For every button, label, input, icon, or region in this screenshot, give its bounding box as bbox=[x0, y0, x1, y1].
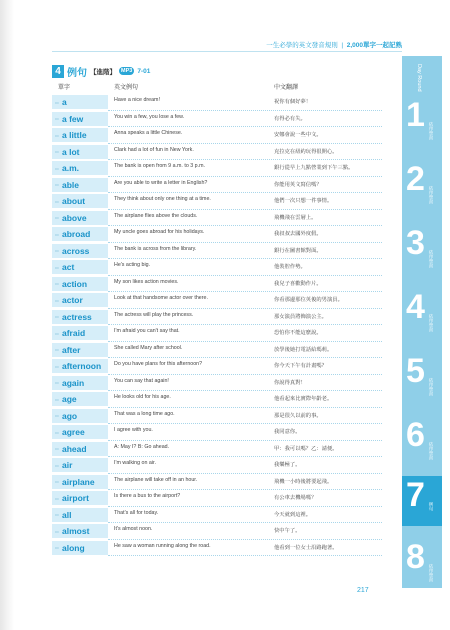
table-row bbox=[52, 490, 382, 507]
chapter-number: 7 bbox=[406, 476, 425, 514]
table-row bbox=[52, 408, 382, 425]
page-number: 217 bbox=[357, 587, 369, 594]
chapter-tab-5[interactable] bbox=[402, 352, 442, 402]
word-cell bbox=[52, 491, 108, 505]
table-row bbox=[52, 424, 382, 441]
chinese-translation: 我同意你。 bbox=[274, 429, 301, 435]
english-sentence: The actress will play the princess. bbox=[114, 311, 194, 318]
checkbox-icon: ▭ bbox=[55, 99, 59, 105]
checkbox-icon: ▭ bbox=[55, 495, 59, 501]
vocab-word: actor bbox=[62, 295, 83, 305]
word-cell bbox=[52, 194, 108, 208]
checkbox-icon: ▭ bbox=[55, 314, 59, 319]
word-cell bbox=[52, 178, 108, 192]
table-row bbox=[52, 177, 382, 194]
word-cell bbox=[52, 541, 108, 555]
vocab-word: ahead bbox=[62, 443, 87, 454]
vocab-word: able bbox=[62, 179, 80, 190]
checkbox-icon: ▭ bbox=[55, 297, 59, 303]
vocab-word: a few bbox=[62, 113, 84, 124]
vocab-word: all bbox=[62, 509, 72, 520]
chapter-tab-6[interactable] bbox=[402, 416, 442, 466]
english-sentence: I'm afraid you can't say that. bbox=[114, 328, 180, 334]
chapter-tab-2[interactable] bbox=[402, 160, 442, 210]
chapter-subtitle: 例句 bbox=[429, 502, 434, 511]
english-sentence: Are you able to write a letter in English? bbox=[114, 179, 208, 186]
word-cell bbox=[52, 508, 108, 522]
vocab-word: afternoon bbox=[62, 361, 102, 371]
english-sentence: The bank is open from 9 a.m. to 3 p.m. bbox=[114, 163, 205, 169]
chapter-number: 5 bbox=[406, 352, 425, 390]
word-cell bbox=[52, 277, 108, 291]
track-number: 7-01 bbox=[137, 67, 151, 75]
table-row bbox=[52, 375, 382, 392]
vocab-word: action bbox=[62, 278, 88, 289]
chinese-translation: 有公車去機場嗎？ bbox=[274, 495, 317, 501]
chapter-subtitle: 依序學習 bbox=[429, 186, 434, 204]
table-row bbox=[52, 193, 382, 210]
english-sentence: My son likes action movies. bbox=[114, 278, 179, 285]
chapter-sidebar bbox=[402, 56, 442, 588]
word-cell bbox=[52, 392, 108, 406]
checkbox-icon: ▭ bbox=[55, 545, 59, 550]
english-sentence: Is there a bus to the airport? bbox=[114, 493, 181, 499]
english-sentence: A: May I? B: Go ahead. bbox=[114, 443, 170, 450]
checkbox-icon: ▭ bbox=[55, 330, 59, 336]
table-row bbox=[52, 292, 382, 309]
chapter-tab-1[interactable] bbox=[402, 96, 442, 146]
english-sentence: Have a nice dream! bbox=[114, 97, 160, 103]
english-sentence: That was a long time ago. bbox=[114, 410, 175, 417]
checkbox-icon: ▭ bbox=[55, 363, 59, 369]
series-title: 一生必學的英文發音規則 | 2,000單字一起記熟 bbox=[266, 42, 402, 49]
english-sentence: He looks old for his age. bbox=[114, 394, 171, 400]
checkbox-icon: ▭ bbox=[55, 281, 59, 286]
english-sentence: It's almost noon. bbox=[114, 526, 153, 532]
word-cell bbox=[52, 376, 108, 390]
vocab-word: airplane bbox=[62, 476, 95, 487]
running-header bbox=[52, 40, 402, 52]
english-sentence: He saw a woman running along the road. bbox=[114, 542, 211, 549]
checkbox-icon: ▭ bbox=[55, 413, 59, 418]
section-subtitle: 【進階】 bbox=[90, 68, 116, 76]
checkbox-icon: ▭ bbox=[55, 248, 59, 253]
vocab-word: after bbox=[62, 344, 81, 355]
vocab-word: a little bbox=[62, 130, 87, 140]
word-cell bbox=[52, 425, 108, 439]
chinese-translation: 你說得真對！ bbox=[274, 379, 306, 386]
chapter-subtitle: 依序學習 bbox=[429, 564, 434, 582]
vocab-word: a bbox=[62, 97, 67, 107]
table-row bbox=[52, 226, 382, 243]
vocab-word: abroad bbox=[62, 229, 91, 239]
vocab-word: along bbox=[62, 542, 85, 553]
chinese-translation: 有得必有失。 bbox=[274, 115, 306, 122]
english-sentence: I'm walking on air. bbox=[114, 460, 156, 466]
series-text: 一生必學的英文發音規則 bbox=[266, 42, 338, 49]
checkbox-icon: ▭ bbox=[55, 215, 59, 220]
chinese-translation: 甲：我可以嗎？乙：請便。 bbox=[274, 445, 338, 452]
chinese-translation: 飛機飛在雲層上。 bbox=[274, 214, 317, 221]
chinese-translation: 恐怕你不能這麼說。 bbox=[274, 330, 322, 336]
word-cell bbox=[52, 211, 108, 225]
vocab-word: air bbox=[62, 460, 73, 470]
english-sentence: You win a few, you lose a few. bbox=[114, 113, 185, 120]
english-sentence: Anna speaks a little Chinese. bbox=[114, 130, 183, 136]
english-sentence: Look at that handsome actor over there. bbox=[114, 295, 208, 301]
chinese-translation: 快中午了。 bbox=[274, 528, 301, 534]
section-title: 例句 bbox=[67, 67, 87, 79]
chapter-number: 8 bbox=[406, 538, 425, 576]
checkbox-icon: ▭ bbox=[55, 264, 59, 270]
word-cell bbox=[52, 475, 108, 489]
word-cell bbox=[52, 409, 108, 423]
word-cell bbox=[52, 260, 108, 274]
chinese-translation: 我叔叔去國外度假。 bbox=[274, 231, 322, 237]
word-cell bbox=[52, 128, 108, 142]
word-cell bbox=[52, 524, 108, 538]
chapter-subtitle: 依序學習 bbox=[429, 314, 434, 332]
table-row bbox=[52, 210, 382, 227]
chinese-translation: 他們一次只想一件事情。 bbox=[274, 198, 333, 204]
english-sentence: You can say that again! bbox=[114, 377, 169, 384]
vocab-table bbox=[52, 94, 382, 556]
table-row bbox=[52, 358, 382, 375]
table-row bbox=[52, 309, 382, 326]
chinese-translation: 你能用英文寫信嗎？ bbox=[274, 181, 322, 188]
chinese-translation: 你看那邊那位英俊的男演員。 bbox=[274, 297, 343, 303]
table-row bbox=[52, 342, 382, 359]
chinese-translation: 安娜會說一些中文。 bbox=[274, 132, 322, 138]
chapter-number: 6 bbox=[406, 416, 425, 454]
chapter-subtitle: 依序學習 bbox=[429, 378, 434, 396]
table-row bbox=[52, 391, 382, 408]
word-cell bbox=[52, 95, 108, 109]
word-cell bbox=[52, 458, 108, 472]
checkbox-icon: ▭ bbox=[55, 446, 59, 451]
mp3-icon: MP3 bbox=[121, 68, 133, 74]
chapter-tab-3[interactable] bbox=[402, 224, 442, 274]
table-row bbox=[52, 441, 382, 458]
chapter-number: 3 bbox=[406, 224, 425, 262]
table-row bbox=[52, 276, 382, 293]
header-rule bbox=[52, 51, 402, 52]
english-sentence: I agree with you. bbox=[114, 427, 153, 433]
word-cell bbox=[52, 359, 108, 373]
checkbox-icon: ▭ bbox=[55, 347, 59, 352]
vocab-word: airport bbox=[62, 493, 89, 503]
table-row bbox=[52, 94, 382, 111]
sidebar-label: Day Round bbox=[416, 64, 422, 92]
word-cell bbox=[52, 244, 108, 258]
english-sentence: She called Mary after school. bbox=[114, 344, 183, 351]
english-sentence: The bank is across from the library. bbox=[114, 245, 197, 252]
checkbox-icon: ▭ bbox=[55, 429, 59, 435]
spine-shadow bbox=[0, 0, 14, 630]
vocab-word: across bbox=[62, 245, 90, 256]
checkbox-icon: ▭ bbox=[55, 479, 59, 484]
checkbox-icon: ▭ bbox=[55, 182, 59, 187]
table-row bbox=[52, 457, 382, 474]
chinese-translation: 今天就到這裡。 bbox=[274, 511, 312, 518]
checkbox-icon: ▭ bbox=[55, 149, 59, 154]
table-row bbox=[52, 540, 382, 557]
chinese-translation: 他看起來比實際年齡老。 bbox=[274, 396, 333, 402]
english-sentence: He's acting big. bbox=[114, 262, 151, 268]
column-word: 單字 bbox=[58, 85, 71, 91]
word-cell bbox=[52, 145, 108, 159]
vocab-word: actress bbox=[62, 311, 92, 322]
chinese-translation: 銀行在圖書館對面。 bbox=[274, 247, 322, 254]
chinese-translation: 祝你有個好夢！ bbox=[274, 99, 312, 105]
column-english: 英文例句 bbox=[114, 85, 139, 91]
table-row bbox=[52, 474, 382, 491]
english-sentence: The airplane will take off in an hour. bbox=[114, 476, 198, 483]
series-bold: 2,000單字一起記熟 bbox=[346, 42, 402, 49]
vocab-word: act bbox=[62, 262, 75, 272]
vocab-word: above bbox=[62, 212, 87, 223]
row-divider bbox=[108, 555, 382, 556]
table-header bbox=[52, 80, 382, 92]
checkbox-icon: ▭ bbox=[55, 462, 59, 468]
table-row bbox=[52, 325, 382, 342]
section-number: 4 bbox=[52, 65, 64, 78]
word-cell bbox=[52, 310, 108, 324]
word-cell bbox=[52, 343, 108, 357]
checkbox-icon: ▭ bbox=[55, 528, 59, 534]
table-row bbox=[52, 523, 382, 540]
chinese-translation: 我兒子喜歡動作片。 bbox=[274, 280, 322, 287]
vocab-word: almost bbox=[62, 526, 90, 536]
english-sentence: The airplane flies above the clouds. bbox=[114, 212, 198, 219]
chapter-subtitle: 依序學習 bbox=[429, 442, 434, 460]
word-cell bbox=[52, 293, 108, 307]
table-row bbox=[52, 160, 382, 177]
chinese-translation: 那女演員將飾演公主。 bbox=[274, 313, 327, 320]
checkbox-icon: ▭ bbox=[55, 116, 59, 121]
chinese-translation: 我樂極了。 bbox=[274, 462, 301, 468]
table-row bbox=[52, 243, 382, 260]
checkbox-icon: ▭ bbox=[55, 396, 59, 402]
chapter-tab-7[interactable] bbox=[402, 476, 442, 526]
chinese-translation: 放學後她打電話給瑪莉。 bbox=[274, 346, 333, 353]
vocab-word: age bbox=[62, 394, 77, 404]
chapter-number: 4 bbox=[406, 288, 425, 326]
vocab-word: ago bbox=[62, 410, 78, 421]
vocab-word: again bbox=[62, 377, 85, 388]
checkbox-icon: ▭ bbox=[55, 512, 59, 517]
checkbox-icon: ▭ bbox=[55, 231, 59, 237]
section-heading bbox=[52, 64, 150, 78]
word-cell bbox=[52, 112, 108, 126]
vocab-word: afraid bbox=[62, 328, 86, 338]
chapter-subtitle: 依序學習 bbox=[429, 250, 434, 268]
chinese-translation: 他看到一位女士沿路跑著。 bbox=[274, 544, 338, 551]
chapter-tab-8[interactable] bbox=[402, 538, 442, 588]
chinese-translation: 他裝腔作勢。 bbox=[274, 264, 306, 270]
table-row bbox=[52, 111, 382, 128]
vocab-word: about bbox=[62, 196, 86, 206]
table-row bbox=[52, 127, 382, 144]
english-sentence: That's all for today. bbox=[114, 509, 159, 516]
chinese-translation: 你今天下午有計畫嗎？ bbox=[274, 363, 327, 369]
checkbox-icon: ▭ bbox=[55, 380, 59, 385]
english-sentence: My uncle goes abroad for his holidays. bbox=[114, 229, 205, 235]
chinese-translation: 飛機一小時後將要起飛。 bbox=[274, 478, 333, 485]
word-cell bbox=[52, 442, 108, 456]
column-chinese: 中文翻譯 bbox=[274, 85, 299, 91]
chinese-translation: 銀行從早上九點營業到下午三點。 bbox=[274, 165, 354, 171]
chapter-number: 2 bbox=[406, 160, 425, 198]
checkbox-icon: ▭ bbox=[55, 165, 59, 171]
english-sentence: Do you have plans for this afternoon? bbox=[114, 361, 203, 367]
checkbox-icon: ▭ bbox=[55, 132, 59, 138]
chinese-translation: 那是很久以前的事。 bbox=[274, 412, 322, 419]
chapter-tab-4[interactable] bbox=[402, 288, 442, 338]
word-cell bbox=[52, 326, 108, 340]
word-cell bbox=[52, 227, 108, 241]
vocab-word: a lot bbox=[62, 146, 80, 157]
chapter-subtitle: 依序學習 bbox=[429, 122, 434, 140]
word-cell bbox=[52, 161, 108, 175]
chinese-translation: 克拉克在紐約玩得很開心。 bbox=[274, 148, 338, 155]
vocab-word: a.m. bbox=[62, 163, 80, 173]
english-sentence: They think about only one thing at a time. bbox=[114, 196, 211, 202]
english-sentence: Clark had a lot of fun in New York. bbox=[114, 146, 194, 153]
vocab-word: agree bbox=[62, 427, 85, 437]
checkbox-icon: ▭ bbox=[55, 198, 59, 204]
chapter-number: 1 bbox=[406, 96, 425, 134]
table-row bbox=[52, 144, 382, 161]
table-row bbox=[52, 507, 382, 524]
table-row bbox=[52, 259, 382, 276]
